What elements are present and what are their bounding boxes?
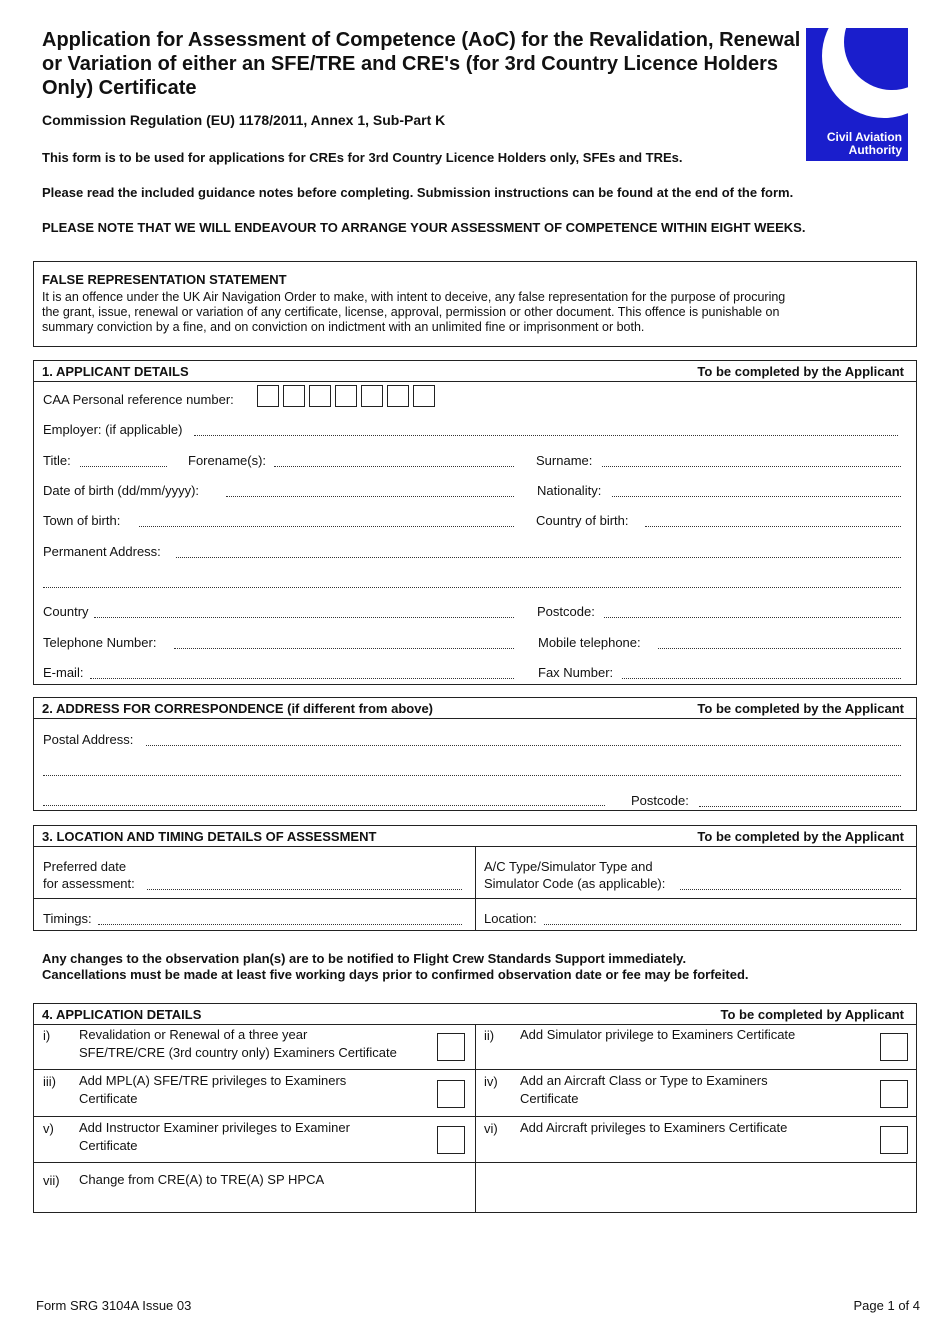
false-rep-heading: FALSE REPRESENTATION STATEMENT bbox=[42, 272, 287, 287]
section-applicant-details bbox=[33, 360, 917, 685]
dob-field[interactable] bbox=[226, 496, 514, 497]
item-text bbox=[79, 1026, 397, 1062]
telephone-field[interactable] bbox=[174, 648, 514, 649]
item-number: ii) bbox=[484, 1028, 495, 1043]
permanent-address-field-line2[interactable] bbox=[43, 587, 901, 588]
timings-field[interactable] bbox=[98, 924, 462, 925]
nationality-field[interactable] bbox=[612, 496, 901, 497]
intro-line3: PLEASE NOTE THAT WE WILL ENDEAVOUR TO ARRANGE YOUR ASSESSMENT OF COMPETENCE WITHIN EIGHT WEEKS. bbox=[42, 220, 806, 235]
item-number: v) bbox=[43, 1121, 54, 1136]
section4-row-divider bbox=[34, 1162, 916, 1163]
fax-field[interactable] bbox=[622, 678, 901, 679]
aircraft-type-label: A/C Type/Simulator Type and bbox=[484, 859, 653, 874]
item-text-line1: Add MPL(A) SFE/TRE privileges to Examiners bbox=[79, 1073, 347, 1088]
email-label: E-mail: bbox=[43, 665, 84, 680]
location-label: Location: bbox=[484, 911, 537, 926]
postal-address-field[interactable] bbox=[146, 745, 901, 746]
item-text bbox=[520, 1072, 768, 1108]
town-of-birth-field[interactable] bbox=[139, 526, 514, 527]
simulator-code-label: Simulator Code (as applicable): bbox=[484, 876, 666, 891]
item-text-line1: Add Aircraft privileges to Examiners Certificate bbox=[520, 1120, 788, 1135]
caa-ref-label: CAA Personal reference number: bbox=[43, 392, 234, 407]
form-number: Form SRG 3104A Issue 03 bbox=[36, 1298, 192, 1313]
item-number: i) bbox=[43, 1028, 51, 1043]
surname-label: Surname: bbox=[536, 453, 593, 468]
item-number: vii) bbox=[43, 1173, 60, 1188]
forename-field[interactable] bbox=[274, 466, 514, 467]
false-rep-line3: summary conviction by a fine, and on conviction on indictment with an unlimited fine or imprisonment or both. bbox=[42, 320, 645, 334]
title-label: Title: bbox=[43, 453, 71, 468]
false-representation-box bbox=[33, 261, 917, 347]
section4-row-divider bbox=[34, 1069, 916, 1070]
mobile-label: Mobile telephone: bbox=[538, 635, 641, 650]
caa-ref-box[interactable] bbox=[257, 385, 279, 407]
false-rep-line1: It is an offence under the UK Air Navigation Order to make, with intent to deceive, any false representation for the purpose of procuring bbox=[42, 290, 786, 304]
caa-ref-box[interactable] bbox=[387, 385, 409, 407]
mpl-privileges-checkbox[interactable] bbox=[437, 1080, 465, 1108]
section3-row-divider bbox=[34, 898, 916, 899]
email-field[interactable] bbox=[90, 678, 514, 679]
country-label: Country bbox=[43, 604, 89, 619]
item-text bbox=[520, 1026, 795, 1044]
section2-header bbox=[34, 698, 916, 719]
cancellation-notice: Cancellations must be made at least five working days prior to confirmed observation date or fee may be forfeited. bbox=[42, 967, 749, 982]
logo-text bbox=[806, 131, 902, 157]
section4-row-divider bbox=[34, 1116, 916, 1117]
preferred-date-label: Preferred date bbox=[43, 859, 127, 874]
section4-header bbox=[34, 1004, 916, 1025]
section3-title: 3. LOCATION AND TIMING DETAILS OF ASSESSMENT bbox=[42, 829, 377, 844]
section3-column-divider bbox=[475, 846, 476, 930]
caa-ref-box[interactable] bbox=[335, 385, 357, 407]
section-correspondence-address bbox=[33, 697, 917, 811]
country-of-birth-field[interactable] bbox=[645, 526, 901, 527]
correspondence-postcode-field[interactable] bbox=[699, 806, 901, 807]
caa-ref-box[interactable] bbox=[309, 385, 331, 407]
item-number: iv) bbox=[484, 1074, 498, 1089]
simulator-privilege-checkbox[interactable] bbox=[880, 1033, 908, 1061]
item-text-line1: Add an Aircraft Class or Type to Examiners bbox=[520, 1073, 768, 1088]
logo-line2: Authority bbox=[848, 143, 902, 157]
permanent-address-field[interactable] bbox=[176, 557, 901, 558]
fax-label: Fax Number: bbox=[538, 665, 614, 680]
nationality-label: Nationality: bbox=[537, 483, 602, 498]
intro-line2: Please read the included guidance notes before completing. Submission instructions can be found at the end of the form. bbox=[42, 185, 794, 200]
revalidation-checkbox[interactable] bbox=[437, 1033, 465, 1061]
item-text bbox=[520, 1119, 787, 1137]
aircraft-class-checkbox[interactable] bbox=[880, 1080, 908, 1108]
regulation-reference: Commission Regulation (EU) 1178/2011, Annex 1, Sub-Part K bbox=[42, 112, 446, 128]
dob-label: Date of birth (dd/mm/yyyy): bbox=[43, 483, 200, 498]
employer-label: Employer: (if applicable) bbox=[43, 422, 183, 437]
section4-title: 4. APPLICATION DETAILS bbox=[42, 1007, 202, 1022]
postcode-label: Postcode: bbox=[537, 604, 595, 619]
logo-line1: Civil Aviation bbox=[826, 130, 902, 144]
caa-ref-box[interactable] bbox=[283, 385, 305, 407]
item-text-line2: SFE/TRE/CRE (3rd country only) Examiners Certificate bbox=[79, 1045, 397, 1060]
item-text-line1: Change from CRE(A) to TRE(A) SP HPCA bbox=[79, 1172, 325, 1187]
postal-address-field-line2[interactable] bbox=[43, 775, 901, 776]
telephone-label: Telephone Number: bbox=[43, 635, 157, 650]
item-text bbox=[79, 1119, 350, 1155]
section2-note: To be completed by the Applicant bbox=[697, 701, 904, 716]
permanent-address-label: Permanent Address: bbox=[43, 544, 161, 559]
postal-address-field-line3[interactable] bbox=[43, 805, 605, 806]
forename-label: Forename(s): bbox=[188, 453, 267, 468]
caa-logo bbox=[806, 28, 908, 161]
aircraft-simulator-field[interactable] bbox=[680, 889, 901, 890]
section1-title: 1. APPLICANT DETAILS bbox=[42, 364, 189, 379]
section1-note: To be completed by the Applicant bbox=[697, 364, 904, 379]
intro-line1: This form is to be used for applications for CREs for 3rd Country Licence Holders only, SFEs and TREs. bbox=[42, 150, 683, 165]
correspondence-postcode-label: Postcode: bbox=[631, 793, 689, 808]
surname-field[interactable] bbox=[602, 466, 901, 467]
page-number: Page 1 of 4 bbox=[853, 1298, 920, 1313]
form-title: Application for Assessment of Competence (AoC) for the Revalidation, Renewal or Variation of either an SFE/TRE and CRE's (for 3rd Country Licence Holders Only) Certificate bbox=[42, 29, 801, 99]
preferred-date-field[interactable] bbox=[147, 889, 462, 890]
country-field[interactable] bbox=[94, 617, 514, 618]
item-number: iii) bbox=[43, 1074, 56, 1089]
country-of-birth-label: Country of birth: bbox=[536, 513, 629, 528]
mobile-field[interactable] bbox=[658, 648, 901, 649]
item-number: vi) bbox=[484, 1121, 498, 1136]
item-text bbox=[79, 1072, 346, 1108]
caa-ref-box[interactable] bbox=[361, 385, 383, 407]
false-rep-line2: the grant, issue, renewal or variation of any certificate, license, approval, permission or other document. This offence is punishable on bbox=[42, 305, 780, 319]
preferred-date-label-line2: for assessment: bbox=[43, 876, 135, 891]
item-text-line1: Revalidation or Renewal of a three year bbox=[79, 1027, 308, 1042]
section1-header bbox=[34, 361, 916, 382]
item-text-line1: Add Simulator privilege to Examiners Certificate bbox=[520, 1027, 796, 1042]
section2-title: 2. ADDRESS FOR CORRESPONDENCE (if different from above) bbox=[42, 701, 434, 716]
item-text bbox=[79, 1171, 324, 1189]
section4-note: To be completed by Applicant bbox=[720, 1007, 904, 1022]
town-of-birth-label: Town of birth: bbox=[43, 513, 121, 528]
employer-field[interactable] bbox=[194, 435, 898, 436]
changes-notice: Any changes to the observation plan(s) are to be notified to Flight Crew Standards Support immediately. bbox=[42, 951, 687, 966]
section4-column-divider bbox=[475, 1024, 476, 1212]
postal-address-label: Postal Address: bbox=[43, 732, 134, 747]
item-text-line2: Certificate bbox=[520, 1091, 579, 1106]
caa-ref-box[interactable] bbox=[413, 385, 435, 407]
postcode-field[interactable] bbox=[604, 617, 901, 618]
item-text-line2: Certificate bbox=[79, 1138, 138, 1153]
location-field[interactable] bbox=[544, 924, 901, 925]
item-text-line1: Add Instructor Examiner privileges to Examiner bbox=[79, 1120, 350, 1135]
instructor-examiner-checkbox[interactable] bbox=[437, 1126, 465, 1154]
timings-label: Timings: bbox=[43, 911, 92, 926]
section3-header bbox=[34, 826, 916, 847]
aircraft-privileges-checkbox[interactable] bbox=[880, 1126, 908, 1154]
title-field[interactable] bbox=[80, 466, 167, 467]
item-text-line2: Certificate bbox=[79, 1091, 138, 1106]
section3-note: To be completed by the Applicant bbox=[697, 829, 904, 844]
